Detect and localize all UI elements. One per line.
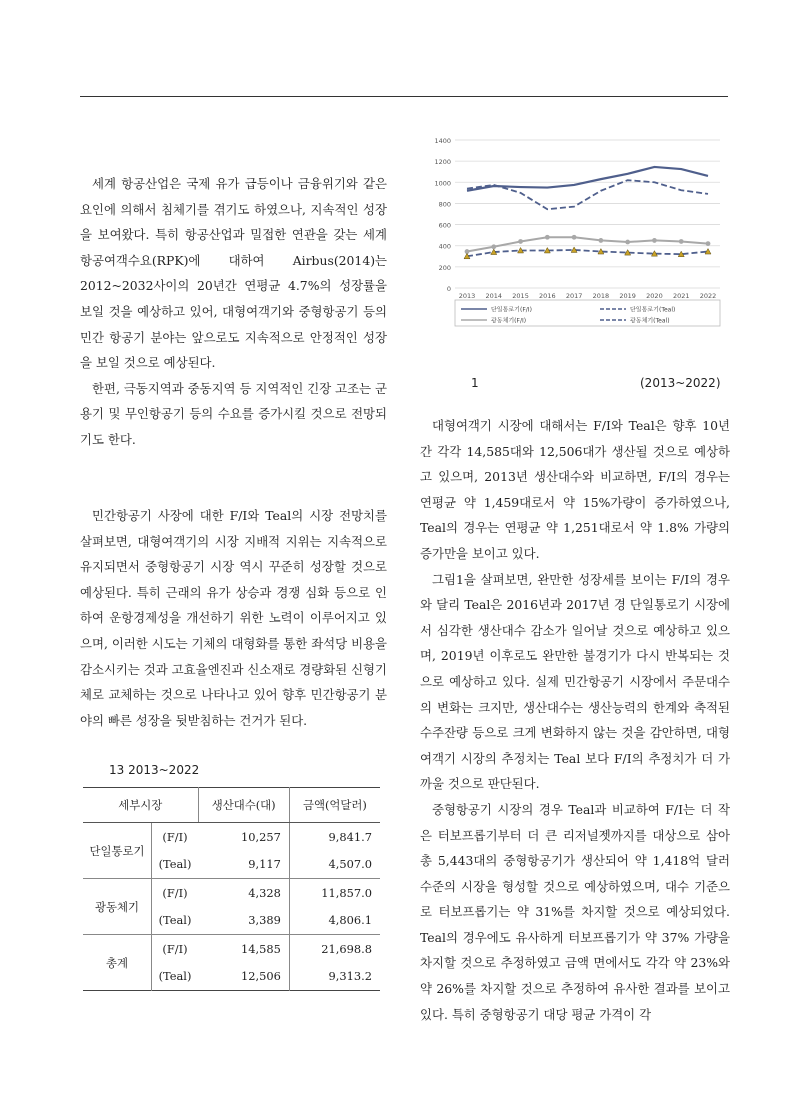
data-point xyxy=(518,239,523,244)
data-point xyxy=(491,244,496,249)
source-cell: (F/I) xyxy=(162,941,188,956)
data-point xyxy=(706,241,711,246)
y-tick-label: 600 xyxy=(438,221,451,230)
source-cell: (Teal) xyxy=(158,913,192,928)
paragraph: 한편, 극동지역과 중동지역 등 지역적인 긴장 고조는 군용기 및 무인항공기 등의 수요를 증가시킬 것으로 전망되기도 한다. xyxy=(80,380,387,447)
header-amount: 금액(억달러) xyxy=(289,788,380,823)
header-segment: 세부시장 xyxy=(83,788,198,823)
paragraph: 세계 항공산업은 국제 유가 급등이나 금융위기와 같은 요인에 의해서 침체기를 겪기도 하였으나, 지속적인 성장을 보여왔다. 특히 항공산업과 밀접한 연관을 갖는 세계 항공여객수요(RPK)에 대하여 Airbus(2014)는 2012~2032사이의 20년간 연평균 4.7%의 성장률을 보일 것을 예상하고 있어, 대형여객기와 중형항공기 등의 민간 항공기 분야는 앞으로도 지속적으로 안정적인 성장을 보일 것으로 예상된다. xyxy=(80,176,387,371)
table-row xyxy=(83,823,380,851)
x-tick-label: 2018 xyxy=(592,292,610,300)
source-cell: (Teal) xyxy=(158,969,192,984)
y-tick-label: 800 xyxy=(438,200,451,209)
y-tick-label: 200 xyxy=(438,263,451,272)
units-cell: 12,506 xyxy=(198,963,289,991)
y-tick-label: 400 xyxy=(438,242,451,251)
units-cell: 14,585 xyxy=(198,935,289,963)
x-tick-label: 2015 xyxy=(512,292,529,300)
market-forecast-table xyxy=(83,787,380,991)
x-tick-label: 2019 xyxy=(619,292,636,300)
units-cell: 10,257 xyxy=(198,823,289,851)
source-cell: (F/I) xyxy=(162,829,188,844)
segment-cell: 단일통로기 xyxy=(83,823,152,879)
intro-section xyxy=(80,171,387,453)
header-units: 생산대수(대) xyxy=(198,788,289,823)
legend-label: 단일통로기(Teal) xyxy=(630,306,676,314)
x-tick-label: 2022 xyxy=(699,292,717,300)
amount-cell: 9,313.2 xyxy=(328,969,372,984)
x-tick-label: 2020 xyxy=(646,292,663,300)
paragraph: 대형여객기 시장에 대해서는 F/I와 Teal은 향후 10년간 각각 14,585대와 12,506대가 생산될 것으로 예상하고 있으며, 2013년 생산대수와 비교하면, F/I의 경우는 연평균 약 1,459대로서 약 15%가량이 증가하였으나, Teal의 경우는 연평균 약 1,251대로서 약 1.8% 가량의 증가만을 보이고 있다. xyxy=(420,418,730,561)
x-tick-label: 2016 xyxy=(539,292,556,300)
amount-cell: 11,857.0 xyxy=(321,885,372,900)
units-cell: 3,389 xyxy=(198,907,289,935)
data-point xyxy=(679,239,684,244)
data-point xyxy=(545,235,550,240)
y-tick-label: 1400 xyxy=(434,137,451,145)
segment-cell: 총계 xyxy=(83,935,152,991)
legend-label: 단일통로기(F/I) xyxy=(491,306,532,314)
paragraph: 중형항공기 시장의 경우 Teal과 비교하여 F/I는 더 작은 터보프롭기부터 더 큰 리저널젯까지를 대상으로 삼아 총 5,443대의 중형항공기가 생산되어 약 1,418억 달러 수준의 시장을 형성할 것으로 예상하였으며, 대수 기준으로 터보프롭기는 약 31%를 차지할 것으로 예상되었다. Teal의 경우에도 유사하게 터보프롭기가 약 37% 가량을 차지할 것으로 추정하였고 금액 면에서도 각각 약 23%와 약 26%를 차지할 것으로 추정하여 유사한 결과를 보이고 있다. 특히 중형항공기 대당 평균 가격이 각 xyxy=(420,801,730,1022)
table-row xyxy=(83,935,380,963)
series-line xyxy=(467,250,708,256)
data-point xyxy=(572,235,577,240)
legend-label: 광동체기(F/I) xyxy=(491,317,527,325)
units-cell: 4,328 xyxy=(198,879,289,907)
series-line xyxy=(467,180,708,209)
segment-cell: 광동체기 xyxy=(83,879,152,935)
amount-cell: 4,806.1 xyxy=(328,913,372,928)
paragraph: 그림1을 살펴보면, 완만한 성장세를 보이는 F/I의 경우와 달리 Teal은 2016년과 2017년 경 단일통로기 시장에서 심각한 생산대수 감소가 일어날 것으로 예상하고 있으며, 2019년 이후로도 완만한 불경기가 다시 반복되는 것으로 예상하고 있다. 실제 민간항공기 시장에서 주문대수의 변화는 크지만, 생산대수는 생산능력의 한계와 축적된 수주잔량 등으로 크게 변화하지 않는 것을 감안하면, 대형여객기 시장의 추정치는 Teal 보다 F/I의 추정치가 더 가까울 것으로 판단된다. xyxy=(420,571,730,792)
x-tick-label: 2014 xyxy=(485,292,503,300)
y-tick-label: 1000 xyxy=(434,179,451,188)
x-tick-label: 2021 xyxy=(672,292,690,300)
production-line-chart xyxy=(425,128,730,338)
table-row xyxy=(83,879,380,907)
figure-caption-number: 1 xyxy=(471,376,479,390)
x-tick-label: 2017 xyxy=(565,292,583,300)
amount-cell: 21,698.8 xyxy=(321,941,372,956)
legend-label: 광동체기(Teal) xyxy=(630,317,670,325)
units-cell: 9,117 xyxy=(198,851,289,879)
table-caption: 13 2013~2022 xyxy=(109,763,200,777)
table-header-row xyxy=(83,788,380,823)
figure-caption-range: (2013~2022) xyxy=(640,376,721,390)
x-tick-label: 2013 xyxy=(458,292,476,300)
y-tick-label: 0 xyxy=(446,285,451,293)
source-cell: (F/I) xyxy=(162,885,188,900)
data-point xyxy=(652,238,657,243)
analysis-section xyxy=(420,413,730,1027)
header-rule xyxy=(80,96,728,97)
data-point xyxy=(598,238,603,243)
source-cell: (Teal) xyxy=(158,857,192,872)
y-tick-label: 1200 xyxy=(434,158,451,167)
paragraph: 민간항공기 사장에 대한 F/I와 Teal의 시장 전망치를 살펴보면, 대형여객기의 시장 지배적 지위는 지속적으로 유지되면서 중형항공기 시장 역시 꾸준히 성장할 것으로 예상된다. 특히 근래의 유가 상승과 경쟁 심화 등으로 인하여 운항경제성을 개선하기 위한 노력이 이루어지고 있으며, 이러한 시도는 기체의 대형화를 통한 좌석당 비용을 감소시키는 것과 고효율엔진과 신소재로 경량화된 신형기체로 교체하는 것으로 나타나고 있어 향후 민간항공기 분야의 빠른 성장을 뒷받침하는 건거가 된다. xyxy=(80,508,387,728)
series-line xyxy=(467,237,708,251)
data-point xyxy=(625,240,630,245)
amount-cell: 4,507.0 xyxy=(328,857,372,872)
amount-cell: 9,841.7 xyxy=(328,829,372,844)
market-outlook-section xyxy=(80,503,387,733)
